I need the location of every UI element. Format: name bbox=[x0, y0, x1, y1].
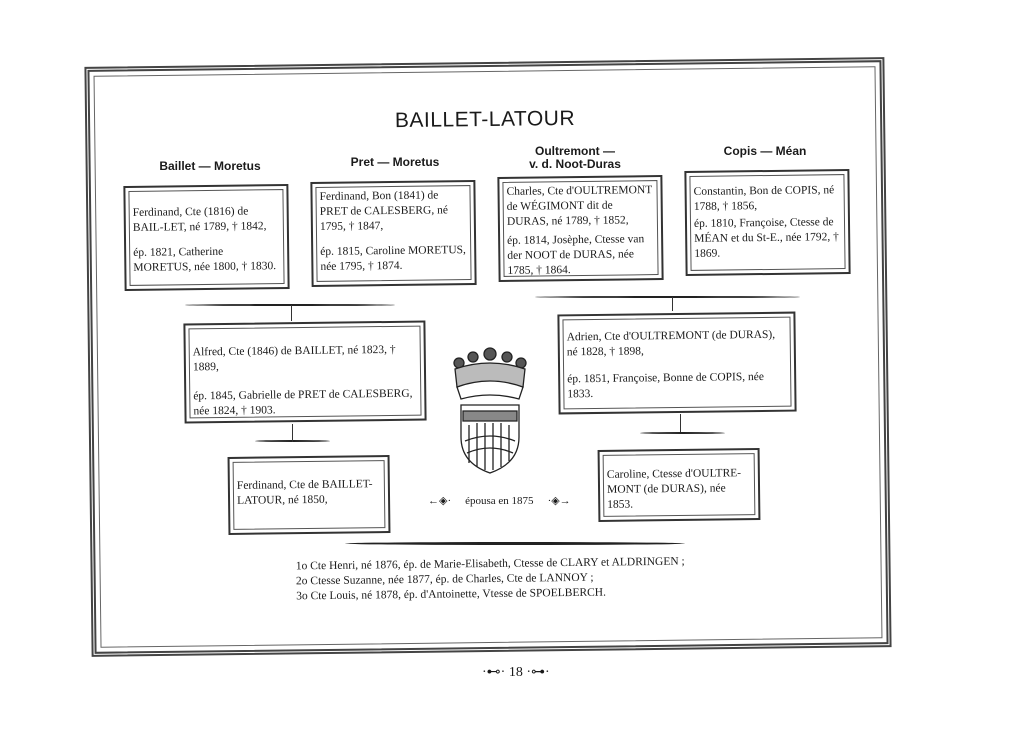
header-copis-mean: Copis — Méan bbox=[723, 144, 807, 158]
page-number-text: 18 bbox=[508, 665, 523, 680]
married-text: épousa en 1875 bbox=[465, 494, 534, 507]
box-adrien-oultremont bbox=[557, 312, 796, 415]
box-text: ép. 1814, Josèphe, Ctesse van der NOOT de DURAS, née 1785, † 1864. bbox=[507, 233, 645, 277]
connector-line bbox=[291, 305, 292, 321]
box-text: Charles, Cte d'OULTREMONT de WÉGIMONT dit de DURAS, né 1789, † 1852, bbox=[506, 184, 653, 228]
box-text: Adrien, Cte d'OULTREMONT (de DURAS), né 1828, † 1898, bbox=[566, 328, 776, 359]
ornament-icon: ·⊶· bbox=[522, 665, 550, 680]
box-text: ép. 1845, Gabrielle de PRET de CALESBERG, née 1824, † 1903. bbox=[193, 387, 413, 418]
ornament-icon: ·⊷· bbox=[482, 665, 509, 680]
box-text: ép. 1810, Françoise, Ctesse de MÉAN et du St-E., née 1792, † 1869. bbox=[693, 216, 839, 260]
box-ferdinand-baillet-latour bbox=[228, 455, 391, 535]
box-text: Ferdinand, Bon (1841) de PRET de CALESBERG, né 1795, † 1847, bbox=[319, 189, 449, 233]
header-oultremont bbox=[510, 145, 640, 171]
children-list bbox=[296, 555, 685, 605]
box-text: ép. 1851, Françoise, Bonne de COPIS, née 1833. bbox=[567, 370, 765, 401]
connector-swash bbox=[185, 304, 395, 306]
page-title: BAILLET-LATOUR bbox=[394, 106, 576, 133]
connector-line bbox=[672, 297, 673, 311]
ornament-left-icon: ←◈· bbox=[428, 495, 452, 507]
connector-swash bbox=[535, 296, 800, 298]
box-text: Alfred, Cte (1846) de BAILLET, né 1823, † 1889, bbox=[192, 343, 396, 374]
married-label bbox=[428, 494, 571, 507]
divider-swash bbox=[345, 542, 685, 545]
header-oultremont-line2: v. d. Noot-Duras bbox=[529, 157, 621, 171]
box-caroline-oultremont bbox=[598, 448, 761, 522]
child-item: 2o Ctesse Suzanne, née 1877, ép. de Charles, Cte de LANNOY ; bbox=[295, 571, 594, 588]
box-baillet-moretus bbox=[123, 184, 289, 291]
header-pret-moretus: Pret — Moretus bbox=[350, 155, 440, 169]
header-oultremont-line1: Oultremont — bbox=[535, 144, 615, 158]
box-text: Ferdinand, Cte de BAILLET-LATOUR, né 1850, bbox=[236, 478, 373, 507]
page-number bbox=[482, 664, 550, 681]
ornament-right-icon: ·◈→ bbox=[547, 495, 571, 507]
connector-line bbox=[292, 424, 293, 442]
box-text: Caroline, Ctesse d'OULTRE-MONT (de DURAS), née 1853. bbox=[606, 467, 742, 511]
box-oultremont-noot bbox=[497, 175, 663, 282]
box-pret-moretus bbox=[310, 180, 476, 287]
box-text: ép. 1821, Catherine MORETUS, née 1800, † 1830. bbox=[133, 245, 277, 274]
connector-swash bbox=[640, 432, 725, 434]
child-item: 1o Cte Henri, né 1876, ép. de Marie-Elisabeth, Ctesse de CLARY et ALDRINGEN ; bbox=[295, 555, 685, 573]
box-text: Ferdinand, Cte (1816) de BAIL-LET, né 1789, † 1842, bbox=[132, 205, 267, 234]
connector-line bbox=[680, 414, 681, 432]
box-alfred-baillet bbox=[183, 321, 426, 424]
box-copis-mean bbox=[684, 169, 850, 276]
box-text: ép. 1815, Caroline MORETUS, née 1795, † 1874. bbox=[320, 244, 466, 273]
header-baillet-moretus: Baillet — Moretus bbox=[159, 159, 261, 173]
box-text: Constantin, Bon de COPIS, né 1788, † 1856, bbox=[693, 184, 835, 213]
child-item: 3o Cte Louis, né 1878, ép. d'Antoinette, Vtesse de SPOELBERCH. bbox=[296, 586, 607, 603]
coat-of-arms-icon bbox=[445, 345, 535, 480]
